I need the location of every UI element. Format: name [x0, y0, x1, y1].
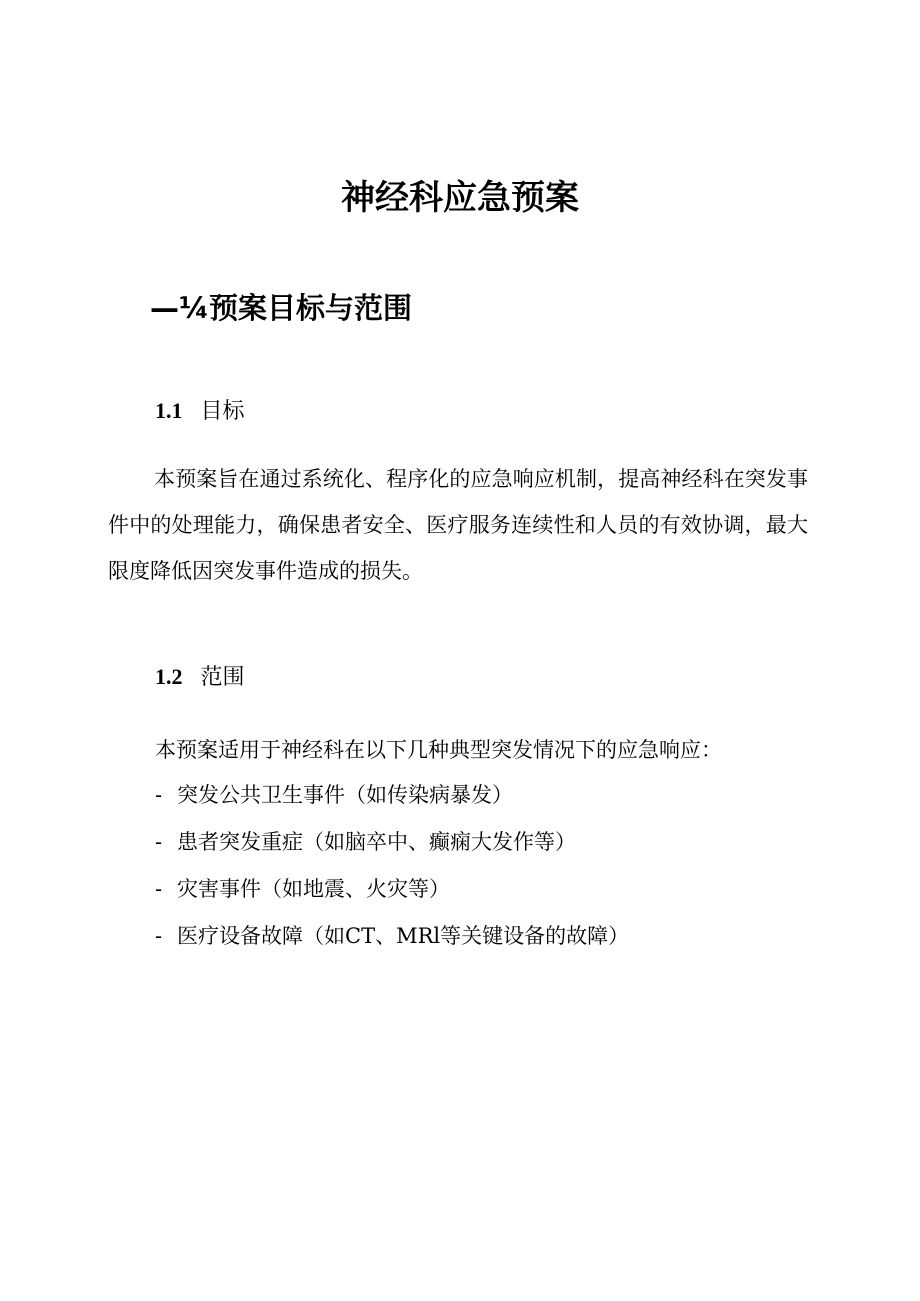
subsection-title: 范围 [200, 665, 245, 690]
list-item-text: 灾害事件（如地震、火灾等） [177, 877, 450, 901]
section-heading: —¼预案目标与范围 [150, 291, 413, 325]
scope-list [155, 772, 629, 960]
list-item-text: 患者突发重症（如脑卒中、癫痫大发作等） [177, 830, 576, 854]
list-item-text: 医疗设备故障（如CT、MRl等关键设备的故障） [177, 924, 630, 948]
scope-intro: 本预案适用于神经科在以下几种典型突发情况下的应急响应： [155, 738, 722, 762]
list-item [155, 913, 629, 960]
list-item-text: 突发公共卫生事件（如传染病暴发） [177, 783, 513, 807]
subsection-heading-scope [155, 662, 245, 693]
subsection-title: 目标 [200, 399, 245, 424]
subsection-number: 1.1 [155, 398, 183, 423]
dash-bullet: - [155, 830, 163, 854]
goal-paragraph: 本预案旨在通过系统化、程序化的应急响应机制，提高神经科在突发事件中的处理能力，确保患者安全、医疗服务连续性和人员的有效协调，最大限度降低因突发事件造成的损失。 [108, 467, 808, 583]
subsection-number: 1.2 [155, 664, 183, 689]
list-item [155, 772, 629, 819]
document-title: 神经科应急预案 [341, 178, 579, 218]
list-item [155, 819, 629, 866]
dash-bullet: - [155, 783, 163, 807]
subsection-heading-goal [155, 396, 245, 427]
list-item [155, 866, 629, 913]
dash-bullet: - [155, 877, 163, 901]
dash-bullet: - [155, 924, 163, 948]
